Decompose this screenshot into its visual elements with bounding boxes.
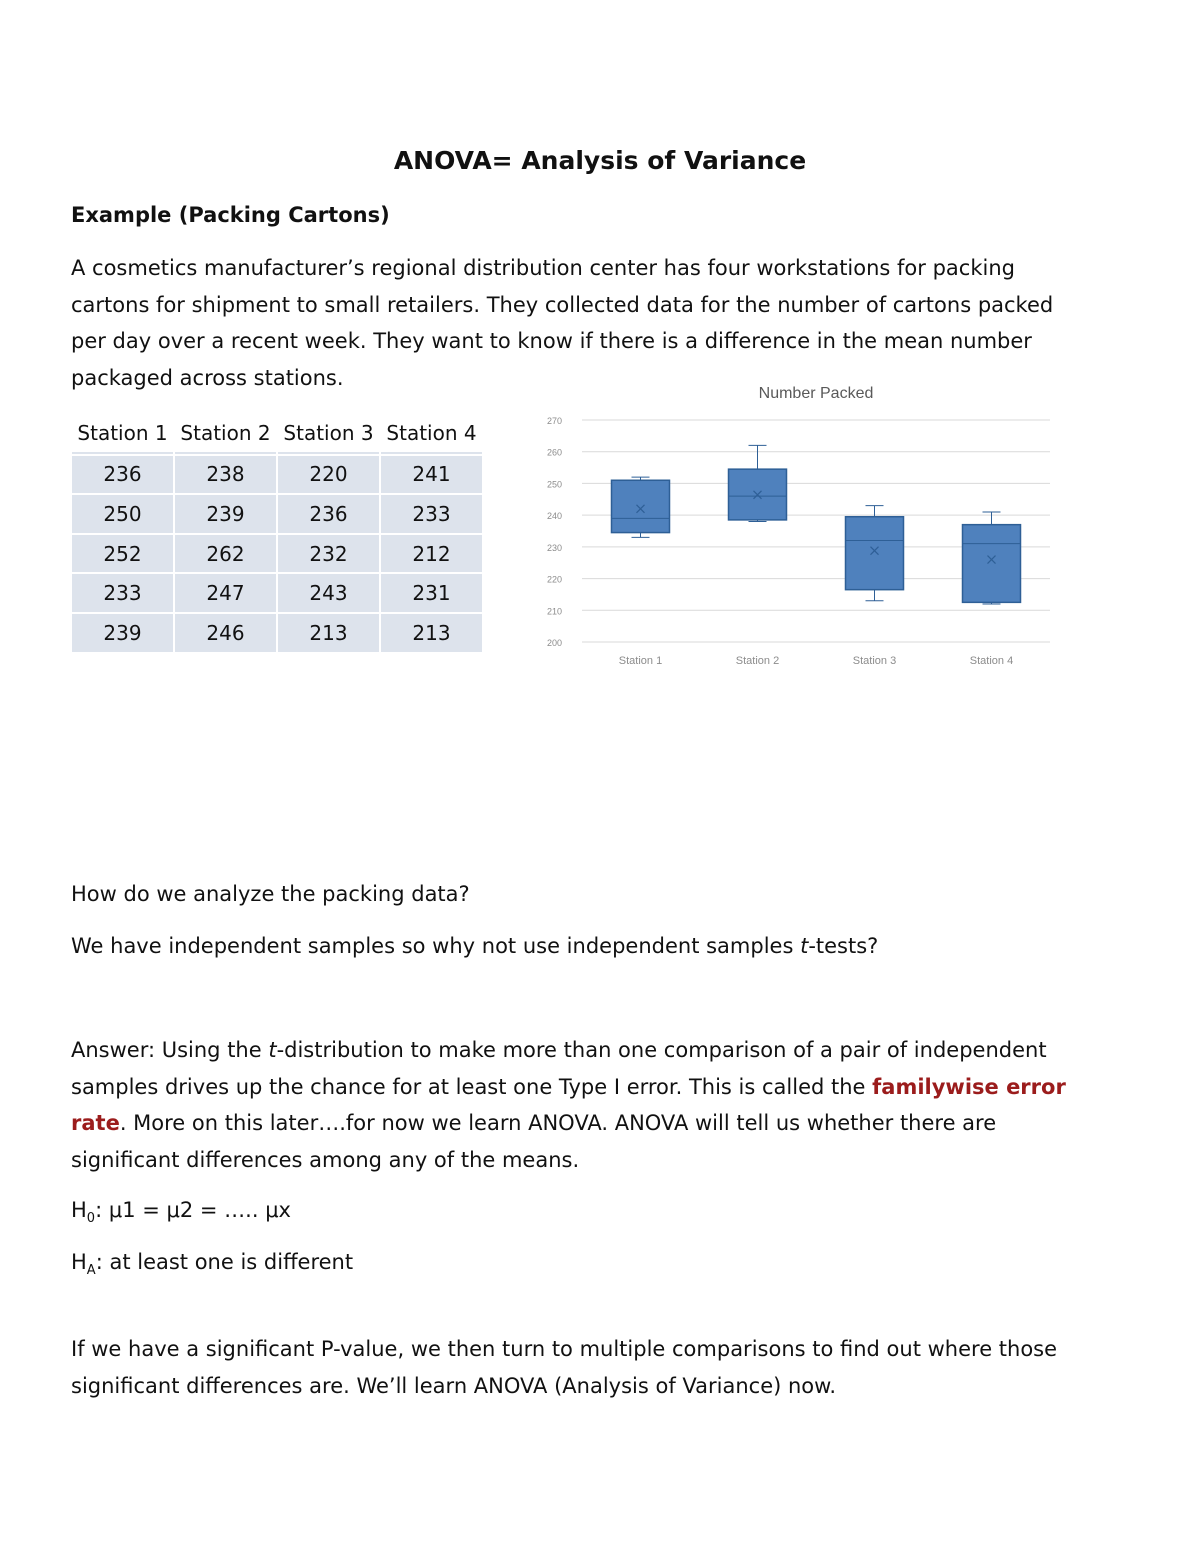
answer-paragraph xyxy=(71,1032,1131,1178)
familywise-error-term: familywise error xyxy=(872,1074,1066,1099)
table-cell: 239 xyxy=(72,614,173,652)
table-cell: 212 xyxy=(381,535,482,573)
table-cell: 231 xyxy=(381,574,482,612)
familywise-error-term: rate xyxy=(71,1111,120,1135)
table-cell: 238 xyxy=(175,456,276,494)
answer-text: samples drives up the chance for at least one Type I error. This is called the xyxy=(71,1074,873,1099)
table-row xyxy=(72,456,482,494)
x-tick-label: Station 3 xyxy=(852,655,897,667)
x-tick-label: Station 4 xyxy=(969,655,1014,667)
table-cell: 243 xyxy=(278,574,379,612)
chart-title: Number Packed xyxy=(758,385,874,402)
y-tick-label: 240 xyxy=(546,511,562,522)
closing-paragraph xyxy=(71,1331,1131,1404)
intro-line: cartons for shipment to small retailers. They collected data for the number of cartons packed xyxy=(71,292,1054,317)
answer-text: -distribution to make more than one comparison of a pair of independent xyxy=(276,1038,1047,1062)
y-tick-label: 270 xyxy=(546,416,562,426)
intro-line: A cosmetics manufacturer’s regional distribution center has four workstations for packing xyxy=(71,256,1015,280)
table-cell: 247 xyxy=(175,574,276,612)
column-header: Station 3 xyxy=(278,414,379,454)
question-text: We have independent samples so why not use independent samples xyxy=(71,934,801,958)
y-tick-label: 210 xyxy=(546,606,562,617)
closing-line: If we have a significant P-value, we then turn to multiple comparisons to find out where those xyxy=(71,1337,1058,1361)
column-header: Station 4 xyxy=(381,414,482,454)
answer-text: . More on this later….for now we learn ANOVA. ANOVA will tell us whether there are xyxy=(119,1111,997,1135)
table-row xyxy=(72,495,482,533)
hypothesis-label: H xyxy=(71,1198,87,1222)
table-cell: 252 xyxy=(72,535,173,573)
answer-line: significant differences among any of the means. xyxy=(71,1147,580,1172)
page-title: ANOVA= Analysis of Variance xyxy=(393,146,807,175)
hypothesis-label: H xyxy=(71,1250,87,1274)
table-cell: 220 xyxy=(278,456,379,494)
answer-text: Answer: Using the xyxy=(71,1038,269,1062)
table-cell: 236 xyxy=(72,456,173,494)
table-cell: 213 xyxy=(381,614,482,652)
table-cell: 239 xyxy=(175,495,276,533)
intro-paragraph xyxy=(71,250,1131,396)
iqr-box xyxy=(846,517,904,590)
y-tick-label: 250 xyxy=(546,479,562,490)
question-t-tests xyxy=(71,934,878,958)
table-row xyxy=(72,574,482,612)
intro-line: packaged across stations. xyxy=(71,365,344,390)
example-heading: Example (Packing Cartons) xyxy=(71,203,390,227)
iqr-box xyxy=(612,480,670,532)
y-tick-label: 200 xyxy=(546,638,562,648)
y-tick-label: 220 xyxy=(546,574,562,585)
hypothesis-subscript: A xyxy=(86,1263,96,1279)
table-row xyxy=(72,614,482,652)
table-row xyxy=(72,535,482,573)
table-cell: 213 xyxy=(278,614,379,652)
hypothesis-subscript: 0 xyxy=(86,1211,96,1227)
iqr-box xyxy=(963,525,1021,603)
table-cell: 232 xyxy=(278,535,379,573)
table-cell: 241 xyxy=(381,456,482,494)
table-cell: 250 xyxy=(72,495,173,533)
alternative-hypothesis xyxy=(71,1250,353,1278)
x-tick-label: Station 2 xyxy=(735,655,780,667)
table-cell: 246 xyxy=(175,614,276,652)
table-cell: 233 xyxy=(381,495,482,533)
column-header: Station 1 xyxy=(72,414,173,454)
table-cell: 262 xyxy=(175,535,276,573)
hypothesis-text: : at least one is different xyxy=(95,1250,354,1274)
answer-line xyxy=(71,1069,1131,1106)
y-tick-label: 230 xyxy=(546,542,562,553)
table-cell: 236 xyxy=(278,495,379,533)
question-analyze: How do we analyze the packing data? xyxy=(71,882,470,906)
question-text: -tests? xyxy=(808,934,879,958)
answer-line xyxy=(71,1032,1131,1069)
table-header-row xyxy=(72,414,482,454)
hypothesis-text: : μ1 = μ2 = ….. μx xyxy=(95,1198,291,1222)
y-tick-label: 260 xyxy=(546,447,562,458)
box-plot-svg xyxy=(540,378,1070,673)
box-plot-chart xyxy=(540,378,1070,673)
t-symbol: t xyxy=(268,1038,277,1062)
table-cell: 233 xyxy=(72,574,173,612)
answer-line xyxy=(71,1105,1131,1142)
intro-line: per day over a recent week. They want to know if there is a difference in the mean number xyxy=(71,329,1032,353)
x-tick-label: Station 1 xyxy=(618,655,663,667)
closing-line: significant differences are. We’ll learn ANOVA (Analysis of Variance) now. xyxy=(71,1373,837,1398)
column-header: Station 2 xyxy=(175,414,276,454)
null-hypothesis xyxy=(71,1198,291,1226)
t-symbol: t xyxy=(800,934,809,958)
packing-data-table xyxy=(70,412,484,654)
